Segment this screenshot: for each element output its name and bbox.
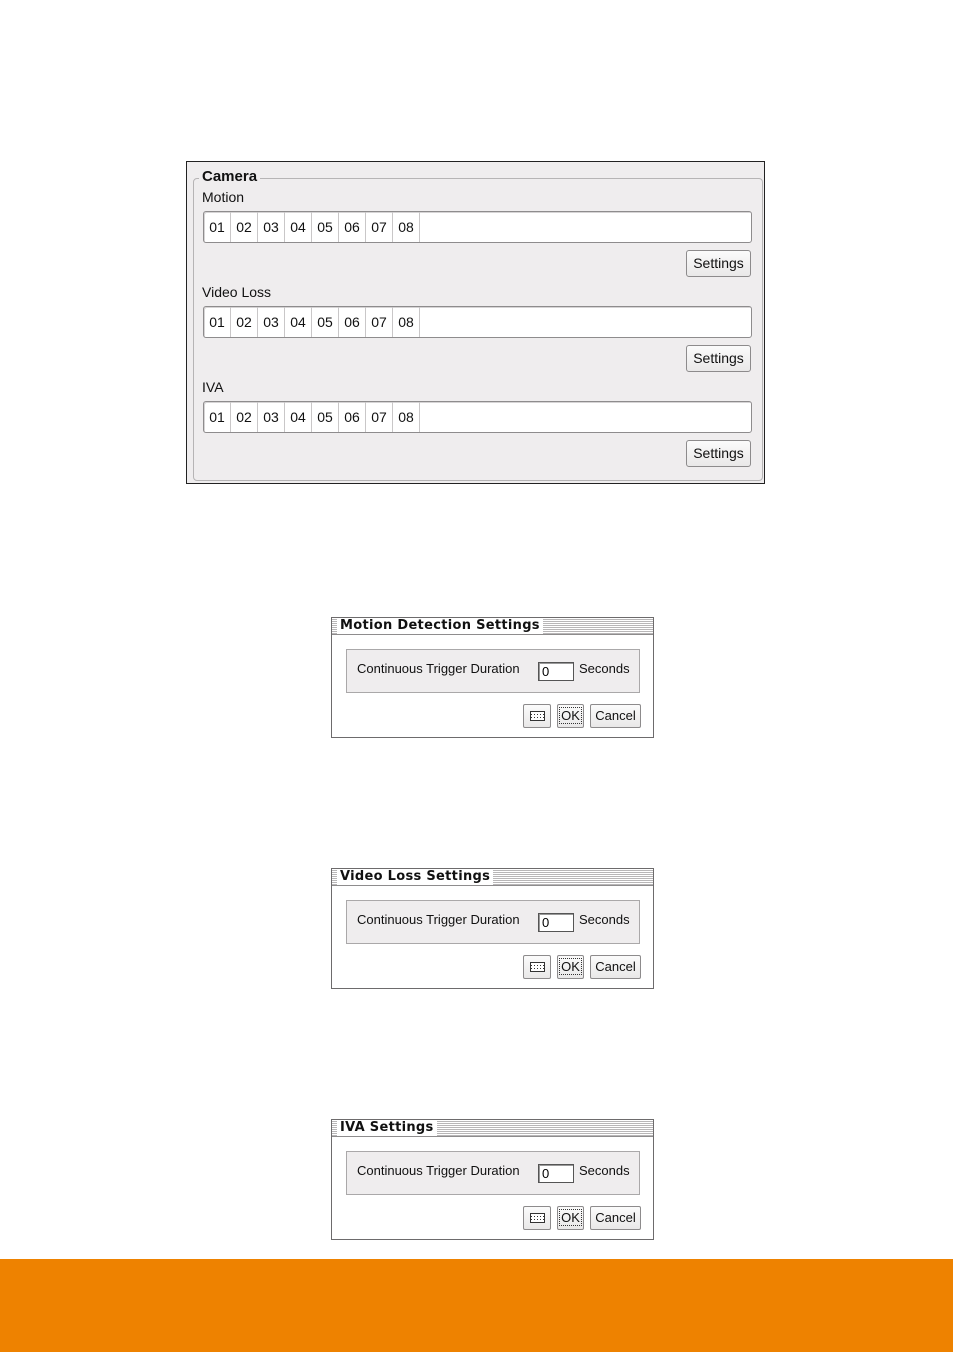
ok-button[interactable]	[557, 955, 584, 979]
dialog-body	[346, 900, 640, 944]
dialog-titlebar	[332, 1120, 653, 1137]
seconds-label: Seconds	[579, 912, 630, 927]
dialog-body	[346, 649, 640, 693]
motion-settings-button[interactable]: Settings	[686, 250, 751, 277]
keyboard-button[interactable]	[523, 1206, 551, 1230]
trigger-duration-input[interactable]	[538, 1164, 574, 1183]
cancel-button[interactable]: Cancel	[590, 1206, 641, 1230]
camera-panel	[186, 161, 765, 484]
video-loss-channel-03[interactable]: 03	[258, 307, 285, 337]
video-loss-channel-06[interactable]: 06	[339, 307, 366, 337]
dialog-titlebar	[332, 869, 653, 886]
iva-settings-dialog	[331, 1119, 654, 1240]
iva-channel-01[interactable]: 01	[204, 402, 231, 432]
dialog-body	[346, 1151, 640, 1195]
iva-channel-06[interactable]: 06	[339, 402, 366, 432]
ok-button[interactable]	[557, 704, 584, 728]
camera-title: Camera	[199, 169, 260, 185]
video-loss-channel-05[interactable]: 05	[312, 307, 339, 337]
keyboard-button[interactable]	[523, 704, 551, 728]
ok-label: OK	[561, 1210, 580, 1225]
keyboard-icon	[530, 711, 545, 721]
motion-channel-03[interactable]: 03	[258, 212, 285, 242]
dialog-titlebar	[332, 618, 653, 635]
trigger-duration-input[interactable]	[538, 913, 574, 932]
keyboard-icon	[530, 1213, 545, 1223]
motion-channel-02[interactable]: 02	[231, 212, 258, 242]
ok-button[interactable]	[557, 1206, 584, 1230]
iva-channel-07[interactable]: 07	[366, 402, 393, 432]
ok-label: OK	[561, 708, 580, 723]
motion-channel-07[interactable]: 07	[366, 212, 393, 242]
iva-settings-button[interactable]: Settings	[686, 440, 751, 467]
iva-channel-04[interactable]: 04	[285, 402, 312, 432]
dialog-title: Video Loss Settings	[337, 869, 493, 885]
cancel-button[interactable]: Cancel	[590, 704, 641, 728]
motion-channel-08[interactable]: 08	[393, 212, 420, 242]
iva-channel-05[interactable]: 05	[312, 402, 339, 432]
iva-channel-strip	[203, 401, 752, 433]
ok-label: OK	[561, 959, 580, 974]
seconds-label: Seconds	[579, 1163, 630, 1178]
dialog-title: Motion Detection Settings	[337, 618, 543, 634]
motion-channel-01[interactable]: 01	[204, 212, 231, 242]
motion-channel-05[interactable]: 05	[312, 212, 339, 242]
video-loss-settings-button[interactable]: Settings	[686, 345, 751, 372]
iva-channel-02[interactable]: 02	[231, 402, 258, 432]
motion-channel-strip	[203, 211, 752, 243]
motion-detection-settings-dialog	[331, 617, 654, 738]
trigger-duration-label: Continuous Trigger Duration	[357, 661, 520, 676]
keyboard-button[interactable]	[523, 955, 551, 979]
cancel-button[interactable]: Cancel	[590, 955, 641, 979]
video-loss-channel-04[interactable]: 04	[285, 307, 312, 337]
video-loss-label: Video Loss	[202, 284, 272, 300]
video-loss-channel-01[interactable]: 01	[204, 307, 231, 337]
video-loss-channel-08[interactable]: 08	[393, 307, 420, 337]
trigger-duration-input[interactable]	[538, 662, 574, 681]
dialog-title: IVA Settings	[337, 1120, 437, 1136]
footer-bar	[0, 1259, 953, 1352]
video-loss-channel-07[interactable]: 07	[366, 307, 393, 337]
video-loss-settings-dialog	[331, 868, 654, 989]
trigger-duration-label: Continuous Trigger Duration	[357, 912, 520, 927]
keyboard-icon	[530, 962, 545, 972]
motion-channel-06[interactable]: 06	[339, 212, 366, 242]
video-loss-channel-02[interactable]: 02	[231, 307, 258, 337]
motion-label: Motion	[202, 189, 245, 205]
seconds-label: Seconds	[579, 661, 630, 676]
iva-channel-03[interactable]: 03	[258, 402, 285, 432]
iva-channel-08[interactable]: 08	[393, 402, 420, 432]
iva-label: IVA	[202, 379, 224, 395]
motion-channel-04[interactable]: 04	[285, 212, 312, 242]
video-loss-channel-strip	[203, 306, 752, 338]
trigger-duration-label: Continuous Trigger Duration	[357, 1163, 520, 1178]
